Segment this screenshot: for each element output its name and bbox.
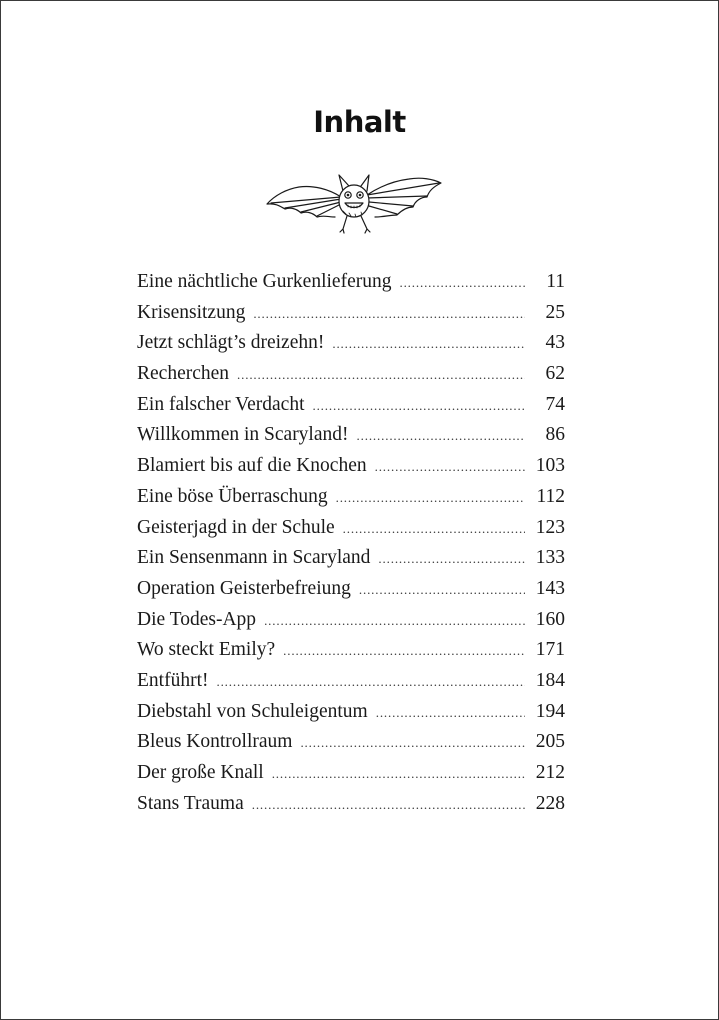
- toc-entry: [137, 363, 565, 394]
- toc-entry: [137, 302, 565, 333]
- toc-entry-page-number: 112: [536, 485, 565, 507]
- toc-entry-title: Der große Knall: [137, 762, 264, 783]
- toc-dot-leader: [375, 459, 525, 475]
- toc-entry-title: Ein Sensenmann in Scaryland: [137, 547, 371, 569]
- toc-entry-title: Geisterjagd in der Schule: [137, 516, 335, 538]
- toc-entry-page-number: 205: [535, 731, 565, 753]
- toc-entry: [137, 424, 565, 455]
- toc-entry-title: Entführt!: [137, 669, 209, 691]
- toc-dot-leader: [336, 490, 525, 506]
- toc-entry: [137, 762, 565, 793]
- toc-entry-page-number: 11: [546, 271, 565, 292]
- toc-entry-title: Krisensitzung: [137, 301, 246, 323]
- toc-dot-leader: [216, 674, 525, 690]
- toc-entry: [137, 271, 565, 302]
- toc-dot-leader: [357, 428, 525, 444]
- toc-entry-page-number: 74: [545, 393, 565, 415]
- toc-dot-leader: [253, 306, 525, 322]
- toc-entry-title: Stans Trauma: [137, 792, 244, 814]
- toc-dot-leader: [343, 521, 525, 537]
- toc-entry: [137, 731, 565, 762]
- toc-entry: [137, 486, 565, 517]
- toc-entry-title: Die Todes-App: [137, 608, 257, 630]
- toc-entry-title: Wo steckt Emily?: [137, 639, 276, 661]
- toc-entry-title: Willkommen in Scaryland!: [137, 424, 349, 446]
- toc-entry: [137, 793, 565, 824]
- toc-entry: [137, 701, 565, 732]
- toc-entry: [137, 609, 565, 640]
- toc-dot-leader: [272, 766, 525, 782]
- toc-dot-leader: [237, 367, 525, 383]
- toc-entry-page-number: 160: [535, 608, 565, 630]
- toc-entry-page-number: 212: [535, 762, 565, 783]
- toc-entry-page-number: 184: [535, 669, 565, 691]
- toc-dot-leader: [283, 643, 525, 659]
- toc-dot-leader: [378, 551, 525, 567]
- toc-entry-title: Operation Geisterbefreiung: [137, 577, 351, 599]
- toc-entry: [137, 578, 565, 609]
- toc-entry-page-number: 25: [545, 301, 565, 323]
- toc-entry-title: Eine nächtliche Gurkenlieferung: [137, 271, 392, 292]
- toc-dot-leader: [359, 582, 525, 598]
- toc-entry-page-number: 86: [545, 424, 565, 446]
- toc-entry: [137, 639, 565, 670]
- toc-dot-leader: [399, 275, 525, 291]
- toc-entry-page-number: 62: [545, 363, 565, 385]
- toc-entry-title: Jetzt schlägt’s dreizehn!: [137, 332, 325, 354]
- toc-entry-title: Ein falscher Verdacht: [137, 393, 305, 415]
- toc-dot-leader: [300, 735, 525, 751]
- toc-entry-title: Blamiert bis auf die Knochen: [137, 455, 367, 477]
- toc-dot-leader: [264, 613, 525, 629]
- toc-dot-leader: [252, 797, 525, 813]
- toc-dot-leader: [376, 705, 525, 721]
- toc-entry-page-number: 103: [535, 455, 565, 477]
- toc-entry: [137, 332, 565, 363]
- toc-dot-leader: [332, 336, 525, 352]
- toc-entry: [137, 517, 565, 548]
- toc-entry-title: Recherchen: [137, 363, 230, 385]
- toc-entry-title: Bleus Kontrollraum: [137, 731, 293, 753]
- toc-dot-leader: [312, 398, 525, 414]
- toc-entry-page-number: 143: [535, 577, 565, 599]
- toc-entry-page-number: 194: [535, 700, 565, 722]
- toc-entry: [137, 547, 565, 578]
- toc-entry-page-number: 123: [535, 516, 565, 538]
- toc-entry-page-number: 133: [535, 547, 565, 569]
- table-of-contents: [137, 271, 565, 823]
- toc-entry: [137, 455, 565, 486]
- bat-illustration: [263, 171, 445, 243]
- page-title: Inhalt: [313, 105, 406, 139]
- toc-entry: [137, 394, 565, 425]
- toc-entry: [137, 670, 565, 701]
- toc-entry-title: Eine böse Überraschung: [137, 485, 328, 507]
- toc-entry-title: Diebstahl von Schuleigentum: [137, 700, 368, 722]
- toc-entry-page-number: 171: [535, 639, 565, 661]
- toc-entry-page-number: 43: [545, 332, 565, 354]
- toc-entry-page-number: 228: [535, 792, 565, 814]
